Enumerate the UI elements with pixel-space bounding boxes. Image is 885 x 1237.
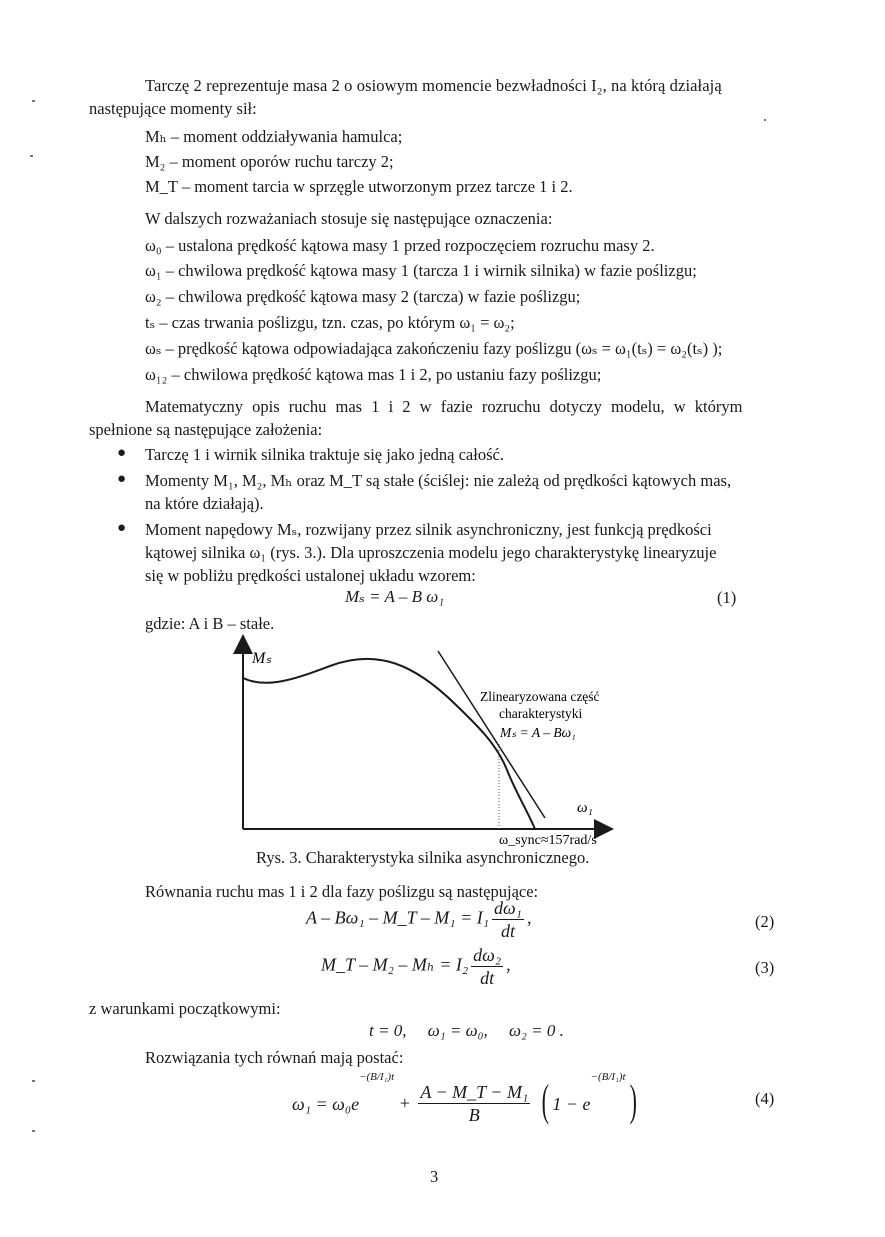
torque-curve — [243, 659, 535, 829]
figure-caption: Rys. 3. Charakterystyka silnika asynchronicznego. — [256, 848, 590, 867]
equation-3-number: (3) — [755, 958, 775, 977]
equation-2-number: (2) — [755, 912, 775, 931]
moment-mh: Mₕ – moment oddziaływania hamulca; — [145, 127, 403, 146]
equation-3-denominator: dt — [480, 968, 495, 988]
intro-line-1: Tarczę 2 reprezentuje masa 2 o osiowym momencie bezwładności I₂, na którą działają — [145, 76, 722, 95]
bullet-dot: ● — [117, 520, 127, 536]
equation-1: Mₛ = A – B ω₁ — [345, 587, 445, 606]
bullet-dot: ● — [117, 471, 127, 487]
notation-omega2: ω₂ – chwilowa prędkość kątowa masy 2 (tarcza) w fazie poślizgu; — [145, 287, 581, 306]
equation-4-bracket: 1 − e — [552, 1094, 591, 1114]
assumption-3-line-2: kątowej silnika ω₁ (rys. 3.). Dla uproszczenia modelu jego charakterystykę linearyzuje — [145, 543, 717, 562]
equation-4-exponent: −(B/I₁)t — [359, 1071, 395, 1083]
equation-2-fraction — [492, 897, 524, 942]
model-line-2: spełnione są następujące założenia: — [89, 420, 323, 439]
equation-4-fraction-numerator: A − M_T − M₁ — [420, 1082, 529, 1102]
equation-3-fraction — [471, 944, 503, 989]
assumption-1: Tarczę 1 i wirnik silnika traktuje się jako jedną całość. — [145, 445, 504, 464]
equation-3-numerator: dω₂ — [473, 945, 502, 965]
equation-4-bracket-exponent: −(B/I₁)t — [590, 1071, 626, 1083]
moment-mt: M_T – moment tarcia w sprzęgle utworzonym przez tarcze 1 i 2. — [145, 177, 573, 196]
initial-conditions-intro: z warunkami początkowymi: — [89, 999, 281, 1018]
figure-x-label: ω₁ — [577, 800, 593, 816]
figure-annotation-line-3: Mₛ = A – Bω₁ — [500, 725, 576, 740]
equation-4-number: (4) — [755, 1089, 775, 1108]
solutions-intro: Rozwiązania tych równań mają postać: — [145, 1048, 404, 1067]
model-line-1: Matematyczny opis ruchu mas 1 i 2 w fazie rozruchu dotyczy modelu, w którym — [145, 397, 743, 416]
figure-y-label: Mₛ — [252, 650, 272, 667]
figure-sync-label: ω_sync≈157rad/s — [499, 833, 597, 848]
equation-4: $\omega_1 = \omega_0e^{-(B/I_1)t}$ + $\frac{\text{A − M\_T − M₁}}{B}$ ( $1 - e^{-(B/I_1)t}$) — [292, 1071, 637, 1125]
initial-conditions: t = 0, ω₁ = ω₀, ω₂ = 0 . — [369, 1021, 564, 1040]
equation-2-denominator: dt — [500, 921, 515, 941]
bullet-dot: ● — [117, 445, 127, 461]
figure-annotation-line-1: Zlinearyzowana część — [480, 689, 600, 704]
equation-4-fraction-denominator: B — [468, 1105, 480, 1125]
assumption-3-line-1: Moment napędowy Mₛ, rozwijany przez silnik asynchroniczny, jest funkcją prędkości — [145, 520, 712, 539]
equations-intro: Równania ruchu mas 1 i 2 dla fazy poślizgu są następujące: — [145, 882, 539, 901]
moment-m2: M₂ – moment oporów ruchu tarczy 2; — [145, 152, 394, 171]
equation-2: A – Bω₁ – M_T – M₁ = I₁ $\frac{\text{dω₁}}{dt}$ , — [306, 898, 532, 941]
notation-omega12: ω₁₂ – chwilowa prędkość kątowa mas 1 i 2, po ustaniu fazy poślizgu; — [145, 365, 602, 384]
equation-4-fraction — [418, 1081, 530, 1126]
notation-omega0: ω₀ – ustalona prędkość kątowa masy 1 przed rozpoczęciem rozruchu masy 2. — [145, 236, 655, 255]
notation-intro: W dalszych rozważaniach stosuje się następujące oznaczenia: — [145, 209, 553, 228]
page-number: 3 — [430, 1167, 439, 1186]
assumption-3-line-3: się w pobliżu prędkości ustalonej układu wzorem: — [145, 566, 476, 585]
equation-1-number: (1) — [717, 588, 737, 607]
assumption-2-line-1: Momenty M₁, M₂, Mₕ oraz M_T są stałe (ściślej: nie zależą od prędkości kątowych mas, — [145, 471, 732, 490]
equation-4-lhs: ω₁ = ω₀e — [292, 1094, 360, 1114]
where-ab: gdzie: A i B – stałe. — [145, 614, 275, 633]
figure-annotation-line-2: charakterystyki — [499, 706, 583, 721]
equation-3-lhs: M_T – M₂ – Mₕ = I₂ — [321, 954, 469, 975]
intro-line-2: następujące momenty sił: — [89, 99, 257, 118]
notation-omegas: ωₛ – prędkość kątowa odpowiadająca zakończeniu fazy poślizgu (ωₛ = ω₁(tₛ) = ω₂(tₛ) ); — [145, 339, 723, 358]
notation-omega1: ω₁ – chwilowa prędkość kątowa masy 1 (tarcza 1 i wirnik silnika) w fazie poślizgu; — [145, 261, 697, 280]
equation-3: M_T – M₂ – Mₕ = I₂ $\frac{\text{dω₂}}{dt}$ , — [321, 945, 511, 988]
notation-ts: tₛ – czas trwania poślizgu, tzn. czas, po którym ω₁ = ω₂; — [145, 313, 515, 332]
equation-2-numerator: dω₁ — [493, 898, 522, 918]
assumption-2-line-2: na które działają). — [145, 494, 264, 513]
equation-2-lhs: A – Bω₁ – M_T – M₁ = I₁ — [306, 907, 489, 928]
